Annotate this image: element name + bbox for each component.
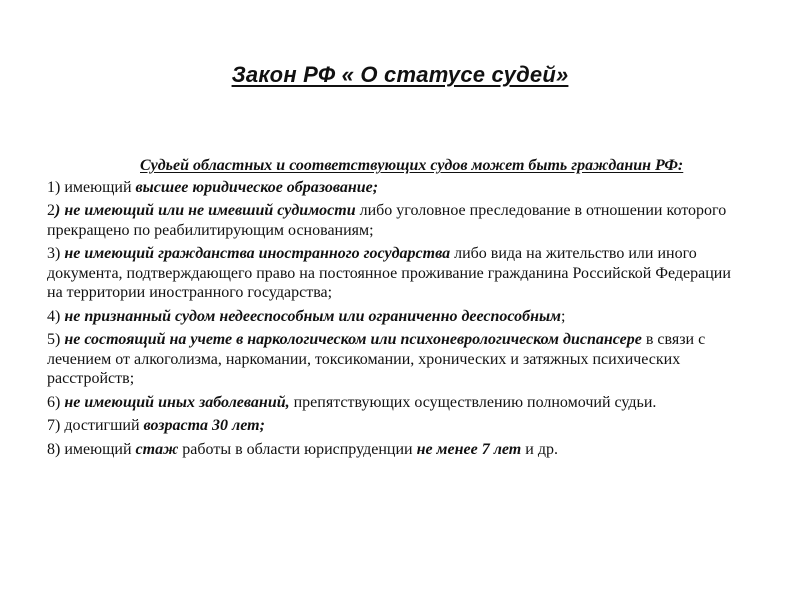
item-text: ;: [561, 307, 566, 325]
item-number: 2: [47, 202, 55, 219]
slide-title: Закон РФ « О статусе судей»: [231, 62, 569, 87]
item-emphasis: возраста 30 лет;: [143, 417, 265, 434]
item-emphasis: не признанный судом недееспособным или ограниченно дееспособным: [64, 307, 562, 325]
list-item-4: [47, 307, 747, 327]
item-number: 3): [47, 245, 61, 262]
item-emphasis: не имеющий гражданства иностранного государства: [64, 245, 451, 262]
item-text: и др.: [521, 440, 558, 458]
item-number: 7): [47, 417, 61, 434]
item-number: 1): [47, 178, 61, 196]
item-number: 4): [47, 307, 61, 325]
item-number: 6): [47, 393, 61, 411]
item-emphasis: стаж: [135, 440, 179, 458]
intro-paragraph: [47, 156, 747, 176]
list-item-1: [47, 178, 747, 198]
item-emphasis: высшее юридическое образование;: [135, 178, 379, 196]
item-text: в связи с лечением от алкоголизма, наркомании, токсикомании, хронических и затяжных психических расстройств;: [47, 331, 706, 387]
item-text: имеющий: [60, 178, 136, 196]
item-emphasis: не имеющий иных заболеваний,: [64, 393, 290, 411]
item-text: имеющий: [60, 440, 136, 458]
intro-text: Судьей областных и соответствующих судов может быть гражданин РФ:: [140, 157, 684, 174]
slide-body: [47, 156, 747, 463]
item-emphasis: не состоящий на учете в наркологическом или психоневрологическом диспансере: [64, 331, 642, 348]
list-item-5: [47, 330, 747, 389]
list-item-7: [47, 416, 747, 436]
item-text: либо вида на жительство или иного документа, подтверждающего право на постоянное проживание гражданина Российской Федерации на территории иностранного государства;: [47, 245, 731, 301]
list-item-2: [47, 201, 747, 240]
item-text: работы в области юриспруденции: [178, 440, 417, 458]
list-item-3: [47, 244, 747, 303]
item-number: 8): [47, 440, 61, 458]
item-text: либо уголовное преследование в отношении которого прекращено по реабилитирующим основаниям;: [47, 202, 727, 239]
item-text: препятствующих осуществлению полномочий судьи.: [289, 393, 657, 411]
item-emphasis: ) не имеющий или не имевший судимости: [55, 202, 356, 219]
list-item-8: [47, 440, 747, 460]
item-emphasis: не менее 7 лет: [416, 440, 522, 458]
item-number: 5): [47, 331, 61, 348]
list-item-6: [47, 393, 747, 413]
item-text: достигший: [60, 417, 144, 434]
